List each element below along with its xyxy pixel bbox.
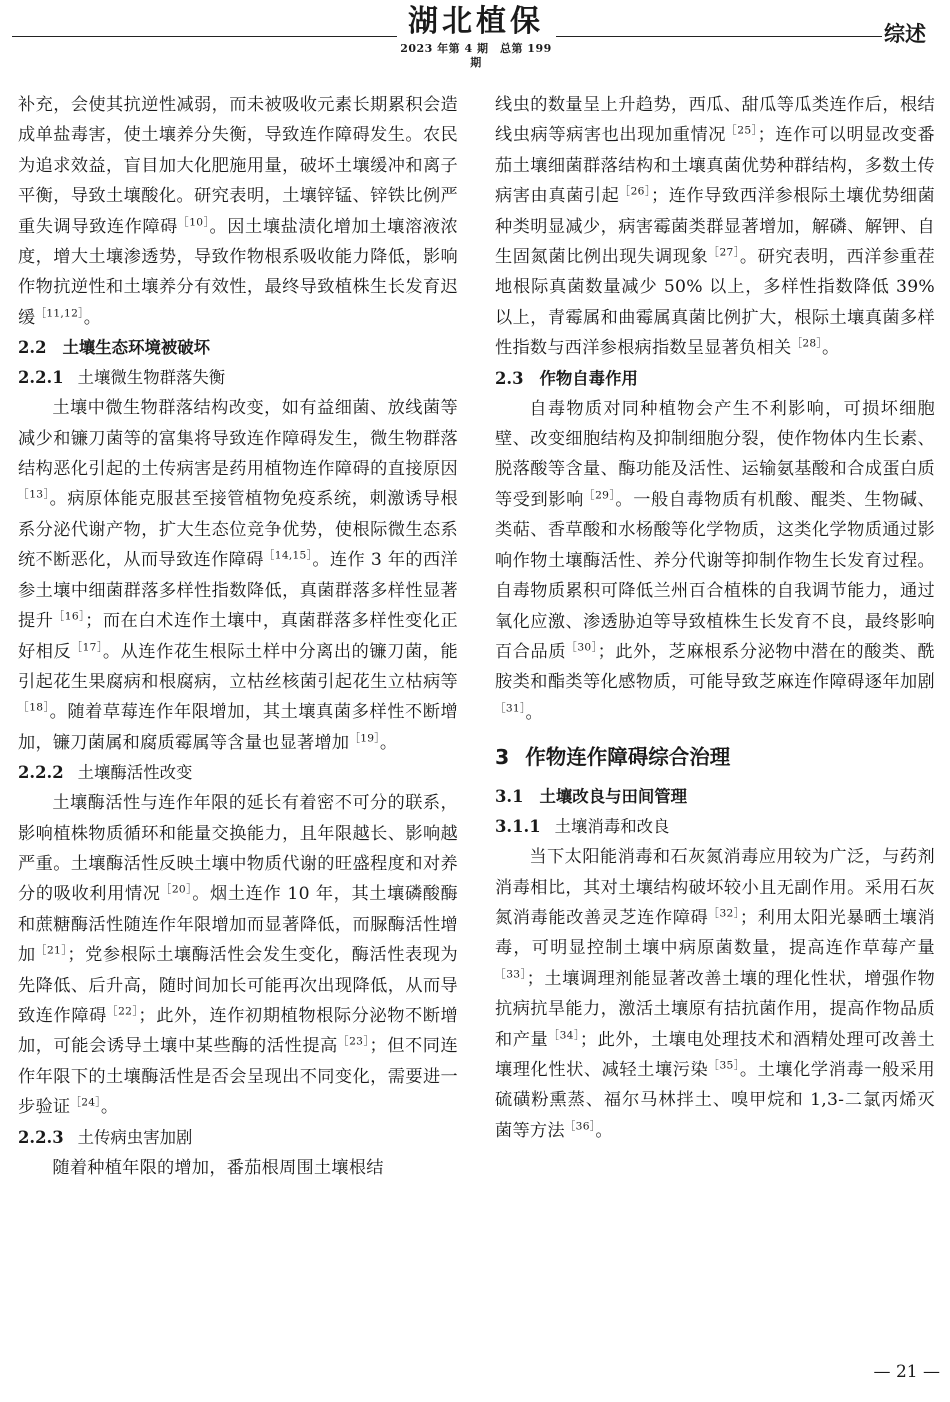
- right-column: [495, 90, 935, 1146]
- paragraph: 自毒物质对同种植物会产生不利影响，可损坏细胞壁、改变细胞结构及抑制细胞分裂，使作物体内生长素、脱落酸等含量、酶功能及活性、运输氨基酸和合成蛋白质等受到影响$^{[29]}$。一般自毒物质有机酸、醌类、生物碱、类萜、香草酸和水杨酸等化学物质，这类化学物质通过影响作物土壤酶活性、养分代谢等抑制作物生长发育过程。自毒物质累积可降低兰州百合植株的自我调节能力，通过氧化应激、渗透胁迫等导致植株生长发育不良，最终影响百合品质$^{[30]}$；此外，芝麻根系分泌物中潜在的酸类、酰胺类和酯类等化感物质，可能导致芝麻连作障碍逐年加剧$^{[31]}$。: [495, 398, 935, 723]
- paragraph: 土壤酶活性与连作年限的延长有着密不可分的联系，影响植株物质循环和能量交换能力，且年限越长、影响越严重。土壤酶活性反映土壤中物质代谢的旺盛程度和对养分的吸收利用情况$^{[20]}$。烟土连作 10 年，其土壤磷酸酶和蔗糖酶活性随连作年限增加而显著降低，而脲酶活性增加$^{[21]}$；党参根际土壤酶活性会发生变化，酶活性表现为先降低、后升高，随时间加长可能再次出现降低，从而导致连作障碍$^{[22]}$；此外，连作初期植物根际分泌物不断增加，可能会诱导土壤中某些酶的活性提高$^{[23]}$；但不同连作年限下的土壤酶活性是否会呈现出不同变化，需要进一步验证$^{[24]}$。: [18, 793, 458, 1118]
- heading-3-1: 3.1 土壤改良与田间管理: [495, 787, 688, 807]
- citation: ［22］: [106, 1004, 139, 1018]
- citation: ［35］: [708, 1058, 740, 1072]
- heading-2-3: 2.3 作物自毒作用: [495, 368, 638, 388]
- left-column: [18, 90, 458, 1183]
- citation: ［21］: [35, 943, 68, 957]
- citation: ［23］: [337, 1034, 370, 1048]
- heading-2-2-3: 2.2.3 土传病虫害加剧: [18, 1127, 193, 1147]
- citation: ［30］: [566, 640, 598, 654]
- citation: ［34］: [548, 1027, 580, 1041]
- citation: ［11,12］: [35, 306, 84, 320]
- paragraph: 线虫的数量呈上升趋势，西瓜、甜瓜等瓜类连作后，根结线虫病等病害也出现加重情况$^{[25]}$；连作可以明显改变番茄土壤细菌群落结构和土壤真菌优势种群结构，多数土传病害由真菌引起$^{[26]}$；连作导致西洋参根际土壤优势细菌种类明显减少，病害霉菌类群显著增加，解磷、解钾、自生固氮菌比例出现失调现象$^{[27]}$。研究表明，西洋参重茬地根际真菌数量减少 50% 以上，多样性指数降低 39% 以上，青霉属和曲霉属真菌比例扩大，根际土壤真菌多样性指数与西洋参根病指数呈显著负相关$^{[28]}$。: [495, 95, 935, 359]
- citation: ［33］: [495, 967, 527, 981]
- paragraph: 当下太阳能消毒和石灰氮消毒应用较为广泛，与药剂消毒相比，其对土壤结构破坏较小且无副作用。采用石灰氮消毒能改善灵芝连作障碍$^{[32]}$；利用太阳光暴晒土壤消毒，可明显控制土壤中病原菌数量，提高连作草莓产量$^{[33]}$；土壤调理剂能显著改善土壤的理化性状，增强作物抗病抗旱能力，激活土壤原有拮抗菌作用，提高作物品质和产量$^{[34]}$；此外，土壤电处理技术和酒精处理可改善土壤理化性状、减轻土壤污染$^{[35]}$。土壤化学消毒一般采用硫磺粉熏蒸、福尔马林拌土、嗅甲烷和 1,3-二氯丙烯灭菌等方法$^{[36]}$。: [495, 847, 935, 1141]
- citation: ［24］: [70, 1095, 101, 1109]
- heading-2-2-1: 2.2.1 土壤微生物群落失衡: [18, 368, 226, 388]
- citation: ［10］: [177, 214, 210, 228]
- heading-3: 3 作物连作障碍综合治理: [495, 745, 731, 770]
- header-rule-left: [12, 36, 397, 37]
- citation: ［25］: [726, 123, 758, 137]
- paragraph: 随着种植年限的增加，番茄根周围土壤根结: [52, 1157, 384, 1178]
- page-number: — 21 —: [873, 1362, 940, 1382]
- citation: ［19］: [349, 730, 380, 744]
- citation: ［16］: [53, 609, 86, 623]
- citation: ［36］: [564, 1119, 596, 1133]
- citation: ［17］: [71, 639, 103, 653]
- citation: ［27］: [708, 245, 740, 259]
- issue-info: 2023 年第 4 期 总第 199 期: [400, 42, 552, 69]
- citation: ［14,15］: [263, 548, 313, 562]
- header-rule-right: [556, 36, 882, 37]
- citation: ［20］: [160, 882, 193, 896]
- paragraph: 土壤中微生物群落结构改变，如有益细菌、放线菌等减少和镰刀菌等的富集将导致连作障碍发生，微生物群落结构恶化引起的土传病害是药用植物连作障碍的直接原因$^{[13]}$。病原体能克服甚至接管植物免疫系统，刺激诱导根系分泌代谢产物，扩大生态位竞争优势，使根际微生态系统不断恶化，从而导致连作障碍$^{[14,15]}$。连作 3 年的西洋参土壤中细菌群落多样性指数降低，真菌群落多样性显著提升$^{[16]}$；而在白术连作土壤中，真菌群落多样性变化正好相反$^{[17]}$。从连作花生根际土样中分离出的镰刀菌，能引起花生果腐病和根腐病，立枯丝核菌引起花生立枯病等$^{[18]}$。随着草莓连作年限增加，其土壤真菌多样性不断增加，镰刀菌属和腐质霉属等含量也显著增加$^{[19]}$。: [18, 398, 458, 753]
- citation: ［31］: [495, 700, 526, 714]
- citation: ［28］: [791, 336, 822, 350]
- citation: ［26］: [619, 184, 651, 198]
- heading-2-2-2: 2.2.2 土壤酶活性改变: [18, 763, 193, 783]
- journal-title: 湖北植保: [408, 4, 544, 39]
- paragraph: 补充，会使其抗逆性减弱，而未被吸收元素长期累积会造成单盐毒害，使土壤养分失衡，导致连作障碍发生。农民为追求效益，盲目加大化肥施用量，破坏土壤缓冲和离子平衡，导致土壤酸化。研究表明，土壤锌锰、锌铁比例严重失调导致连作障碍$^{[10]}$。因土壤盐渍化增加土壤溶液浓度，增大土壤渗透势，导致作物根系吸收能力降低，影响作物抗逆性和土壤养分有效性，最终导致植株生长发育迟缓$^{[11,12]}$。: [18, 95, 458, 328]
- heading-2-2: 2.2 土壤生态环境被破坏: [18, 338, 211, 358]
- section-tag: 综述: [884, 22, 926, 46]
- citation: ［13］: [18, 487, 50, 501]
- citation: ［29］: [583, 488, 616, 502]
- page-header: [0, 0, 950, 80]
- citation: ［32］: [708, 906, 740, 920]
- citation: ［18］: [18, 700, 50, 714]
- heading-3-1-1: 3.1.1 土壤消毒和改良: [495, 817, 670, 837]
